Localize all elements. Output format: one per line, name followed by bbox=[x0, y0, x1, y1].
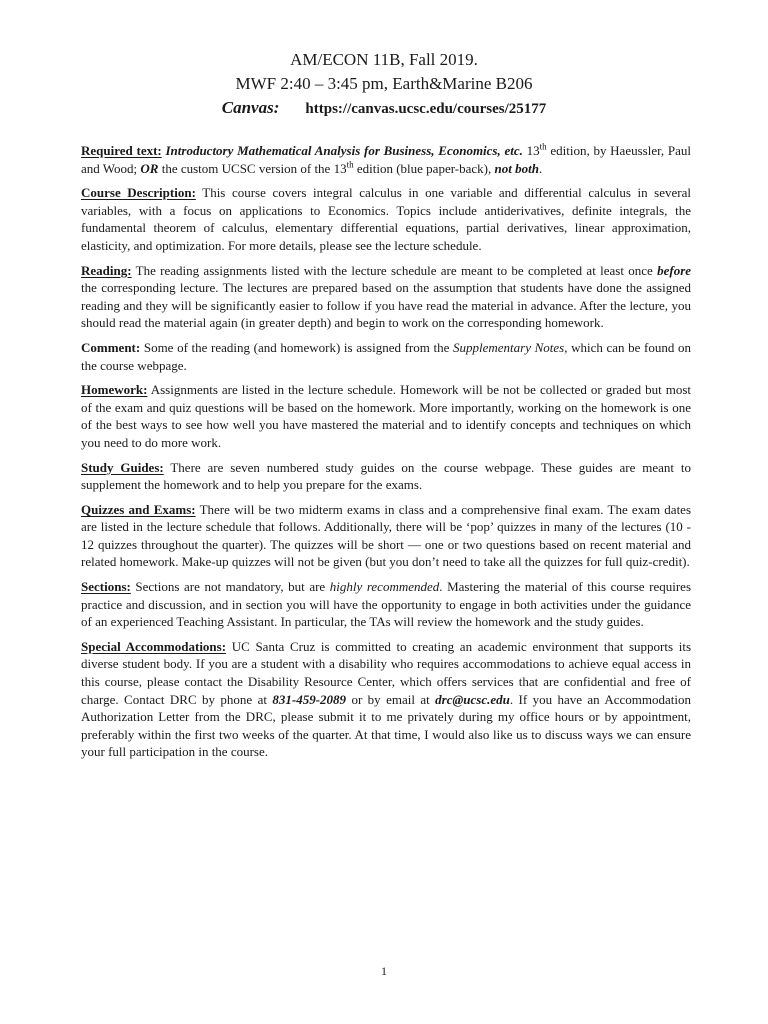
drc-phone: 831-459-2089 bbox=[272, 691, 347, 707]
course-description-text: This course covers integral calculus in one variable and differential calculus in several variables, with a focus on applications to Economics. Topics include antiderivatives, definite integrals, the fundamental theorem of calculus, elementary differential equations, partial derivatives, linear approximation, elasticity, and optimization. For more details, please see the lecture schedule. bbox=[81, 185, 691, 253]
quizzes-label: Quizzes and Exams: bbox=[81, 501, 196, 517]
edition-suffix: th bbox=[539, 141, 547, 152]
before-emphasis: before bbox=[657, 262, 692, 278]
canvas-label: Canvas: bbox=[221, 98, 280, 117]
quizzes-text: There will be two midterm exams in class and a comprehensive final exam. The exam dates are listed in the lecture schedule that follows. Additionally, there will be ‘pop’ quizzes in many of the lectures (10 - 12 quizzes throughout the quarter). The quizzes will be short — one or two questions based on recent material and related homework. Make-up quizzes will not be given (but you don’t need to take all the quizzes for full quiz-credit). bbox=[81, 501, 692, 570]
highly-recommended: highly recommended bbox=[329, 579, 440, 595]
reading-text-2: the corresponding lecture. The lectures are prepared based on the assumption that students have done the assigned reading and they will be significantly easier to follow if you have read the material in advance. After the lecture, you should read the material again (in greater depth) and begin to work on the corresponding homework. bbox=[81, 280, 691, 331]
required-text-label: Required text: bbox=[81, 143, 162, 158]
accommodations-paragraph bbox=[81, 638, 691, 761]
study-guides-text: There are seven numbered study guides on the course webpage. These guides are meant to supplement the homework and to help you prepare for the exams. bbox=[81, 459, 691, 493]
required-text-part-2: the custom UCSC version of the 13 bbox=[161, 160, 347, 176]
study-guides-label: Study Guides: bbox=[81, 459, 164, 475]
homework-paragraph bbox=[81, 381, 691, 451]
edition-suffix-2: th bbox=[346, 159, 354, 170]
course-title: AM/ECON 11B, Fall 2019. bbox=[290, 50, 478, 69]
or-emphasis: OR bbox=[140, 160, 159, 176]
page-number: 1 bbox=[381, 964, 387, 978]
syllabus-body bbox=[81, 142, 691, 768]
canvas-url-link[interactable]: https://canvas.ucsc.edu/courses/25177 bbox=[305, 101, 547, 117]
course-header bbox=[0, 48, 768, 121]
accommodations-text-3: . If you have an Accommodation Authorization Letter from the DRC, please submit it to me privately during my office hours or by appointment, preferably within the first two weeks of the quarter. At that time, I would also like us to discuss ways we can ensure your full participation in the course. bbox=[81, 691, 692, 760]
required-text-end: . bbox=[538, 160, 543, 176]
required-text-paragraph bbox=[81, 142, 691, 177]
study-guides-paragraph bbox=[81, 459, 691, 494]
course-description-paragraph bbox=[81, 184, 691, 254]
comment-label: Comment: bbox=[81, 339, 141, 355]
homework-label: Homework: bbox=[81, 382, 148, 398]
canvas-link-line bbox=[0, 96, 768, 121]
sections-text-1: Sections are not mandatory, but are bbox=[135, 579, 326, 595]
course-description-label: Course Description: bbox=[81, 185, 196, 201]
book-title: Introductory Mathematical Analysis for Business, Economics, etc. bbox=[165, 143, 523, 158]
reading-text-1: The reading assignments listed with the lecture schedule are meant to be completed at least once bbox=[135, 262, 653, 278]
required-text-part-1: edition, by Haeussler, Paul and Wood; bbox=[81, 143, 691, 176]
homework-text: Assignments are listed in the lecture schedule. Homework will be not be collected or graded but most of the exam and quiz questions will be based on the homework. More importantly, working on the homework is one of the best ways to see how well you have mastered the material and to identify concepts and techniques on which you need to do more work. bbox=[81, 382, 691, 450]
reading-label: Reading: bbox=[81, 262, 132, 278]
supplementary-notes: Supplementary Notes bbox=[453, 339, 565, 355]
comment-paragraph bbox=[81, 339, 691, 374]
comment-text-1: Some of the reading (and homework) is assigned from the bbox=[143, 339, 450, 355]
comment-text-2: , which can be found on the course webpage. bbox=[81, 339, 691, 373]
accommodations-label: Special Accommodations: bbox=[81, 638, 227, 654]
course-schedule: MWF 2:40 – 3:45 pm, Earth&Marine B206 bbox=[235, 74, 533, 93]
accommodations-text-1: UC Santa Cruz is committed to creating an academic environment that supports its diverse student body. If you are a student with a disability who requires accommodations to achieve equal access in this course, please contact the Disability Resource Center, which offers services that are confidential and free of charge. Contact DRC by phone at bbox=[81, 638, 692, 707]
quizzes-paragraph bbox=[81, 501, 691, 571]
sections-label: Sections: bbox=[81, 579, 131, 595]
edition-number: 13 bbox=[526, 143, 540, 158]
sections-paragraph bbox=[81, 578, 691, 631]
not-both-emphasis: not both bbox=[494, 160, 539, 176]
sections-text-2: . Mastering the material of this course requires practice and discussion, and in section you will have the opportunity to engage in both activities under the guidance of an experienced Teaching Assistant. In particular, the TAs will review the homework and the study guides. bbox=[81, 579, 692, 630]
required-text-part-3: edition (blue paper-back), bbox=[356, 160, 492, 176]
drc-email[interactable]: drc@ucsc.edu bbox=[435, 691, 510, 707]
accommodations-text-2: or by email at bbox=[351, 691, 430, 707]
reading-paragraph bbox=[81, 262, 691, 332]
